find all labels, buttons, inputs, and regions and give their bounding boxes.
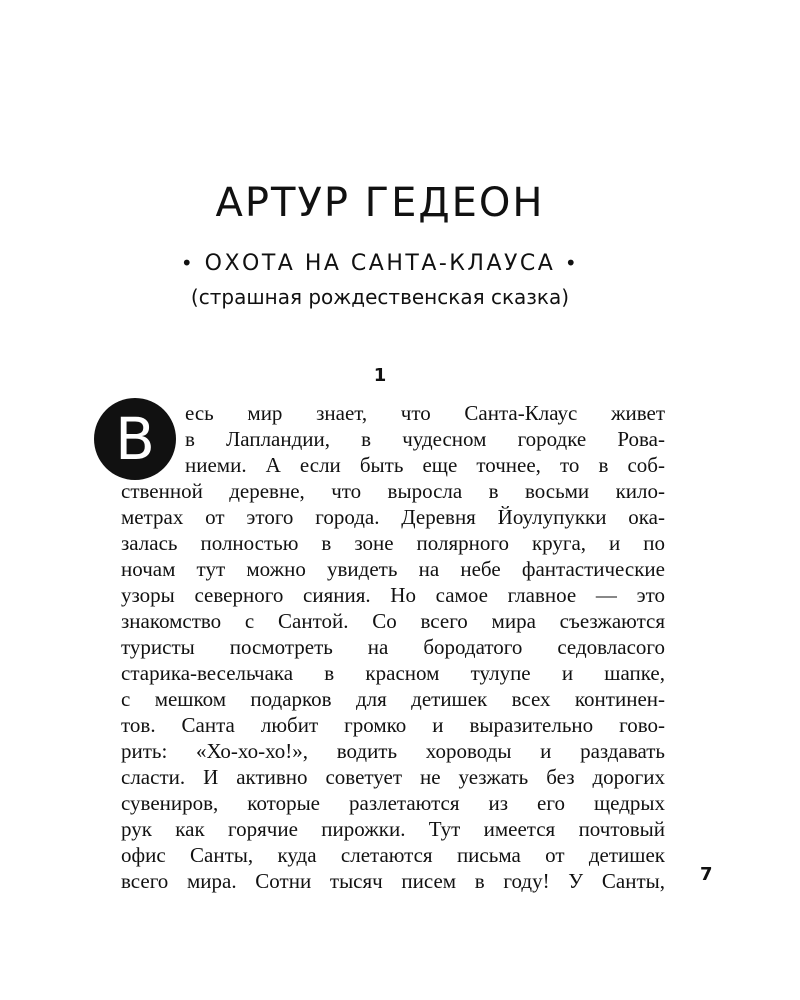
text-line: туристы посмотреть на бородатого седовласого bbox=[121, 635, 665, 659]
text-line: в Лапландии, в чудесном городке Рова- bbox=[185, 427, 665, 451]
text-line: рук как горячие пирожки. Тут имеется почтовый bbox=[121, 817, 665, 841]
text-line: офис Санты, куда слетаются письма от детишек bbox=[121, 843, 665, 867]
text-line: есь мир знает, что Санта-Клаус живет bbox=[185, 401, 665, 425]
text-line: знакомство с Сантой. Со всего мира съезжаются bbox=[121, 609, 665, 633]
text-line: узоры северного сияния. Но самое главное — это bbox=[121, 583, 665, 607]
text-line: рить: «Хо-хо-хо!», водить хороводы и раздавать bbox=[121, 739, 665, 763]
chapter-number: 1 bbox=[373, 365, 387, 386]
drop-cap: В bbox=[94, 398, 176, 480]
author-name: АРТУР ГЕДЕОН bbox=[215, 180, 545, 226]
page-number: 7 bbox=[700, 864, 713, 885]
story-title-text: ОХОТА НА САНТА-КЛАУСА bbox=[204, 251, 556, 276]
title-bullet-right: • bbox=[564, 251, 580, 275]
story-title bbox=[0, 251, 760, 276]
text-line: сласти. И активно советует не уезжать без дорогих bbox=[121, 765, 665, 789]
text-line: ственной деревне, что выросла в восьми кило- bbox=[121, 479, 665, 503]
text-line: с мешком подарков для детишек всех континен- bbox=[121, 687, 665, 711]
text-line: старика-весельчака в красном тулупе и шапке, bbox=[121, 661, 665, 685]
text-line: залась полностью в зоне полярного круга, и по bbox=[121, 531, 665, 555]
title-bullet-left: • bbox=[180, 251, 196, 275]
text-line: сувениров, которые разлетаются из его щедрых bbox=[121, 791, 665, 815]
text-line: ночам тут можно увидеть на небе фантастические bbox=[121, 557, 665, 581]
text-line: тов. Санта любит громко и выразительно гово- bbox=[121, 713, 665, 737]
story-subtitle: (страшная рождественская сказка) bbox=[190, 285, 570, 309]
text-line: всего мира. Сотни тысяч писем в году! У Санты, bbox=[121, 869, 665, 893]
text-line: метрах от этого города. Деревня Йоулупукки ока- bbox=[121, 505, 665, 529]
text-line: ниеми. А если быть еще точнее, то в соб- bbox=[185, 453, 665, 477]
